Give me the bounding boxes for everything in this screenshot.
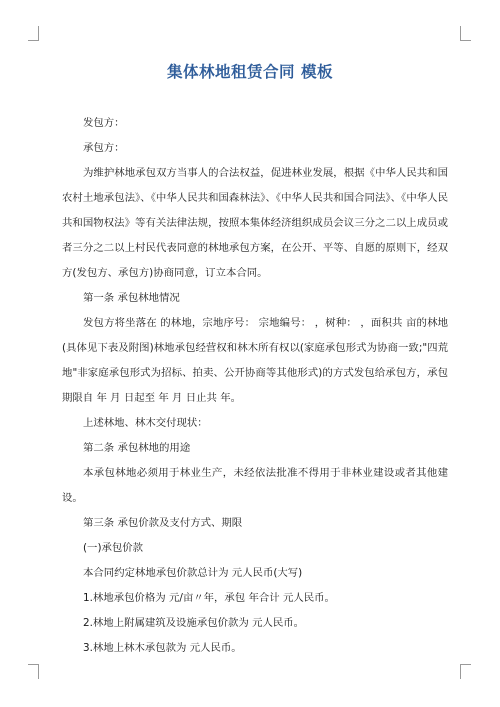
- delivery-status-line: 上述林地、林木交付现状：: [83, 417, 208, 429]
- total-price-line: 本合同约定林地承包价款总计为 元人民币(大写): [83, 567, 303, 579]
- party-a-line: 发包方：: [83, 117, 125, 129]
- price-item-3: 3.林地上林木承包款为 元人民币。: [83, 642, 242, 654]
- article-1-paragraph: 发包方将坐落在 的林地，宗地序号： 宗地编号： ，树种： ，面积共 亩的林地(具体见下表及附图)林地承包经营权和林木所有权以(家庭承包形式为协商一致;"四荒地"非家庭承包形式为招标、拍卖、公开协商等其他形式)的方式发包给承包方，承包期限自 年 月 日起至 年 月 日止共 年。: [62, 317, 448, 404]
- article-1-heading: 第一条 承包林地情况: [83, 292, 180, 304]
- article-3-heading: 第三条 承包价款及支付方式、期限: [83, 517, 243, 529]
- section-1-heading: (一)承包价款: [83, 542, 144, 554]
- article-2-heading: 第二条 承包林地的用途: [83, 442, 191, 454]
- document-body: [62, 111, 448, 661]
- crop-mark-bottom-right: [460, 664, 471, 679]
- crop-mark-top-right: [460, 26, 471, 41]
- document-title: 集体林地租赁合同 模板: [167, 63, 333, 81]
- crop-mark-top-left: [28, 26, 39, 41]
- party-b-line: 承包方：: [83, 142, 125, 154]
- price-item-2: 2.林地上附属建筑及设施承包价款为 元人民币。: [83, 617, 305, 629]
- crop-mark-bottom-left: [28, 664, 39, 679]
- intro-paragraph: 为维护林地承包双方当事人的合法权益，促进林业发展，根据《中华人民共和国农村土地承包法》、《中华人民共和国森林法》、《中华人民共和国合同法》、《中华人民共和国物权法》等有关法律法规，按照本集体经济组织成员会议三分之二以上成员或者三分之二以上村民代表同意的林地承包方案，在公开、平等、自愿的原则下，经双方(发包方、承包方)协商同意，订立本合同。: [62, 167, 448, 279]
- article-2-paragraph: 本承包林地必须用于林业生产，未经依法批准不得用于非林业建设或者其他建设。: [62, 467, 448, 504]
- price-item-1: 1.林地承包价格为 元/亩〃年，承包 年合计 元人民币。: [83, 592, 335, 604]
